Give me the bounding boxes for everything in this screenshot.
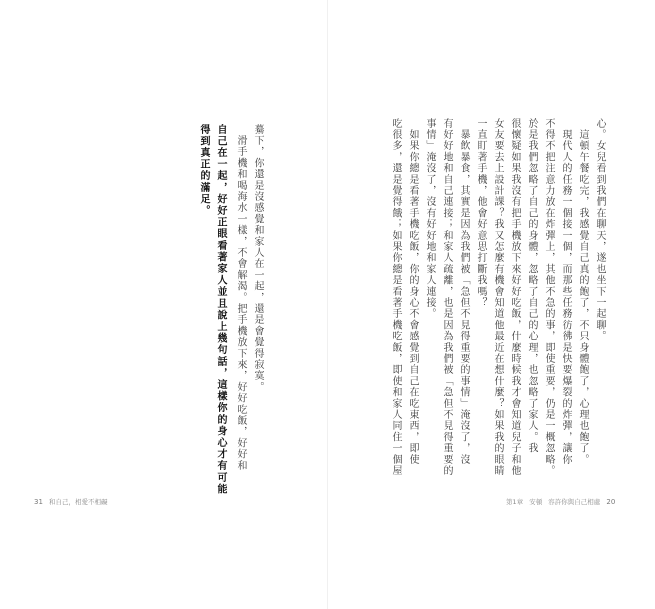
text-column: 驀下，你還是沒感覺和家人在一起，還是會覺得寂寞。 (252, 124, 263, 393)
right-footer (506, 497, 619, 506)
text-column-emphasis: 自己在一起，好好正眼看著家人並且說上幾句話，這樣你的身心才有可能 (215, 124, 226, 496)
section-label: 安頓 (529, 498, 543, 506)
text-column: 一直盯著手機，他會好意思打斷我嗎？ (475, 118, 486, 309)
text-column: 有好好地和自己連接；和家人疏離，也是因為我們被「急但不見得重要的 (441, 118, 452, 477)
text-column-emphasis: 得到真正的滿足。 (198, 124, 209, 217)
text-column: 如果你總是看著手機吃飯，你的身心不會感覺到自己在吃東西，即使 (407, 118, 418, 466)
text-column: 不得不把注意力放在炸彈上，其他不急的事，即使重要，仍是一概忽略。 (543, 118, 554, 477)
text-column: 吃很多，還是覺得餓；如果你總是看著手機吃飯，即使和家人同住一個屋 (390, 118, 401, 477)
text-column: 於是我們忽略了自己的身體，忽略了自己的心理，也忽略了家人。我 (526, 118, 537, 454)
text-column: 很懷疑如果我沒有把手機放下來好好吃飯，什麼時候我才會知道兒子和他 (509, 118, 520, 477)
text-column: 暴飲暴食，其實是因為我們被「急但不見得重要的事情」淹沒了，沒 (458, 118, 469, 466)
text-column: 滑手機和喝海水一樣，不會解渴。把手機放下來，好好吃飯，好好和 (235, 124, 246, 472)
page-number: 31 (34, 498, 43, 506)
text-column: 這頓午餐吃完，我感覺自己真的飽了，不只身體飽了，心理也飽了。 (577, 118, 588, 466)
left-page (0, 0, 327, 609)
right-page (328, 0, 655, 609)
running-title: 容許你與自己相處 (548, 498, 601, 506)
page-number: 20 (606, 498, 616, 506)
left-footer (34, 497, 112, 506)
text-column: 事情」淹沒了，沒有好好地和家人連接。 (424, 118, 435, 320)
running-title: 和自己，相愛不相礙 (49, 498, 108, 506)
text-column: 心。女兒看到我們在聊天，遂也坐下一起聊。 (594, 118, 605, 342)
text-column: 現代人的任務一個接一個，而那些任務彷彿是快要爆裂的炸彈，讓你 (560, 118, 571, 466)
chapter-label: 第1章 (506, 498, 524, 506)
text-column: 女友要去上設計課？我又怎麼有機會知道他最近在想什麼？如果我的眼睛 (492, 118, 503, 477)
